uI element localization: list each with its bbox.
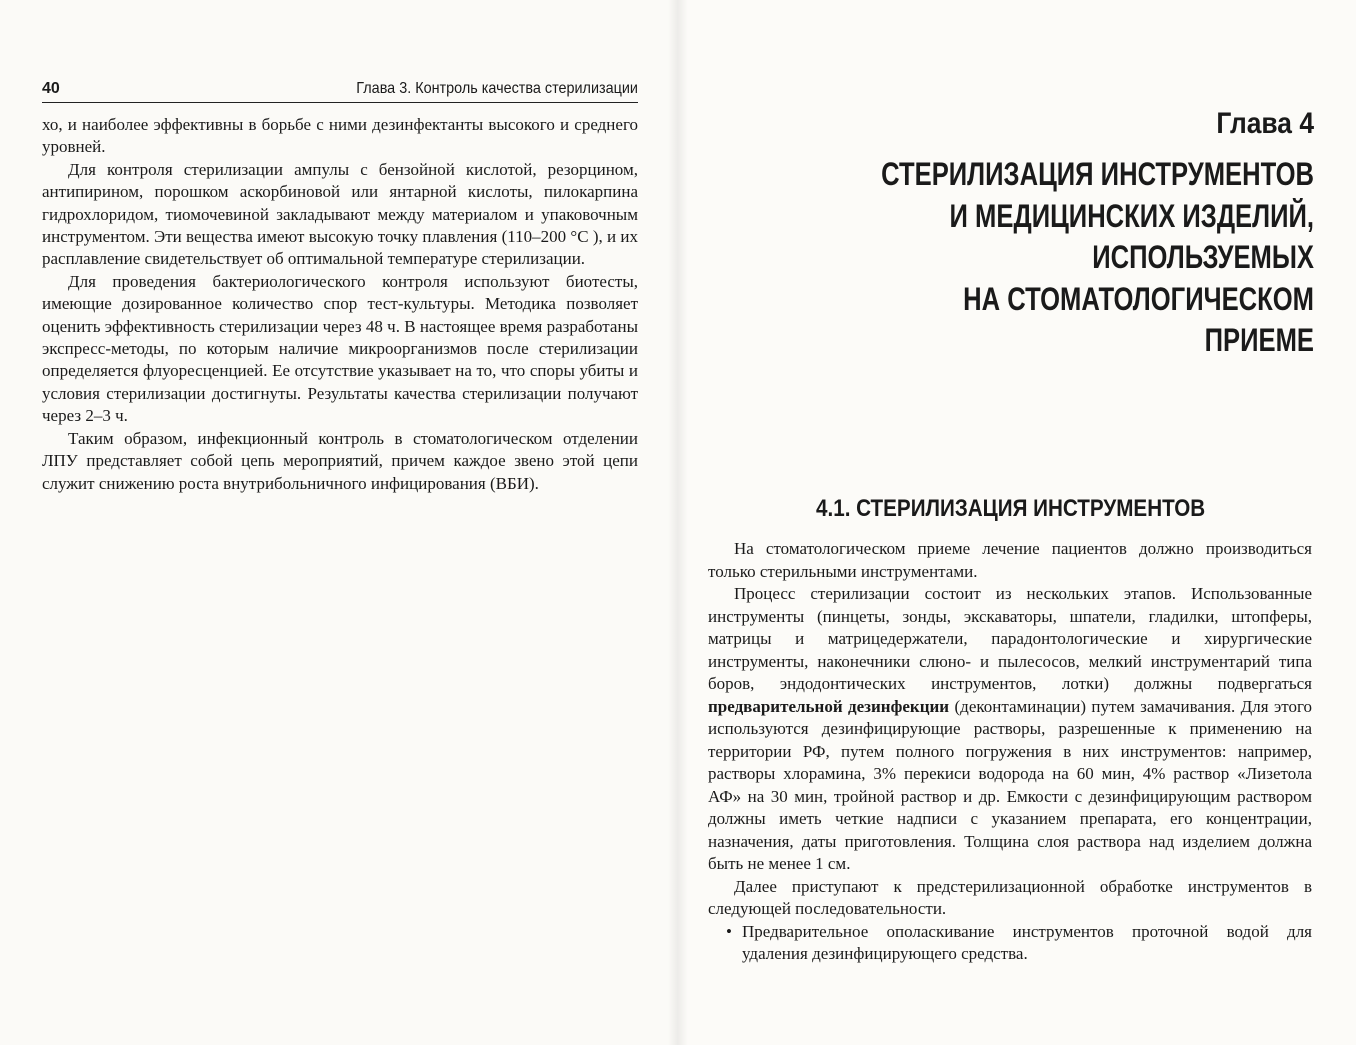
left-paragraph: Для проведения бактериологического контроля используют биотесты, имеющие дозированное количество спор тест-культуры. Методика позволяет оценить эффективность стерилизации через 48 ч. В настоящее время разработаны экспресс-методы, по которым наличие микроорганизмов после стерилизации определяется флуоресценцией. Ее отсутствие указывает на то, что споры убиты и условия стерилизации достигнуты. Результаты качества стерилизации получают через 2–3 ч. [42,271,638,426]
chapter-title-line: И МЕДИЦИНСКИХ ИЗДЕЛИЙ, [949,197,1314,234]
chapter-title-line: ПРИЕМЕ [1204,322,1314,358]
page-number: 40 [42,80,60,97]
running-header [42,78,638,103]
right-paragraph: На стоматологическом приеме лечение пациентов должно производиться только стерильными инструментами. [708,539,1312,581]
chapter-title [754,154,1314,362]
left-paragraph: хо, и наиболее эффективны в борьбе с ними дезинфектанты высокого и среднего уровней. [42,115,638,157]
section-title: 4.1. СТЕРИЛИЗАЦИЯ ИНСТРУМЕНТОВ [816,495,1206,522]
running-header-chapter: Глава 3. Контроль качества стерилизации [356,80,638,97]
chapter-title-line: ИСПОЛЬЗУЕМЫХ [1092,239,1314,275]
bold-term: предварительной дезинфекции [708,696,950,716]
left-paragraph: Таким образом, инфекционный контроль в стоматологическом отделении ЛПУ представляет собой цепь мероприятий, причем каждое звено этой цепи служит снижению роста внутрибольничного инфицирования (ВБИ). [42,428,638,493]
left-paragraph: Для контроля стерилизации ампулы с бензойной кислотой, резорцином, антипирином, порошком аскорбиновой или янтарной кислоты, пилокарпина гидрохлоридом, тиомочевиной закладывают между материалом и упаковочным инструментом. Эти вещества имеют высокую точку плавления (110–200 °С ), и их расплавление свидетельствует об оптимальной температуре стерилизации. [42,159,638,269]
chapter-title-line: НА СТОМАТОЛОГИЧЕСКОМ [963,280,1314,317]
list-item-text: Предварительное ополаскивание инструментов проточной водой для удаления дезинфицирующего средства. [742,921,1312,963]
left-body-text [42,114,638,495]
book-gutter [668,0,688,1045]
right-body-text [708,538,1312,966]
paragraph-text: Процесс стерилизации состоит из нескольких этапов. Использованные инструменты (пинцеты, зонды, экскаваторы, шпатели, гладилки, штопферы, матрицы и матрицедержатели, парадонтологические и хирургические инструменты, наконечники слюно- и пылесосов, мелкий инструментарий типа боров, эндодонтических инструментов, лотки) должны подвергаться [708,584,1312,693]
chapter-label: Глава 4 [1216,107,1314,140]
chapter-title-line: СТЕРИЛИЗАЦИЯ ИНСТРУМЕНТОВ [881,156,1314,192]
bullet-mark: • [726,921,732,941]
right-paragraph: Далее приступают к предстерилизационной обработке инструментов в следующей последовательности. [708,876,1312,918]
paragraph-text: (деконтаминации) путем замачивания. Для этого используются дезинфицирующие растворы, разрешенные к применению на территории РФ, путем полного погружения в них инструментов: например, растворы хлорамина, 3% перекиси водорода на 60 мин, 4% раствор «Лизетола АФ» на 30 мин, тройной раствор и др. Емкости с дезинфицирующим раствором должны иметь четкие надписи с указанием препарата, его концентрации, назначения, даты приготовления. Толщина слоя раствора над изделием должна быть не менее 1 см. [708,696,1312,873]
list-item [708,921,1312,966]
right-paragraph [708,583,1312,876]
